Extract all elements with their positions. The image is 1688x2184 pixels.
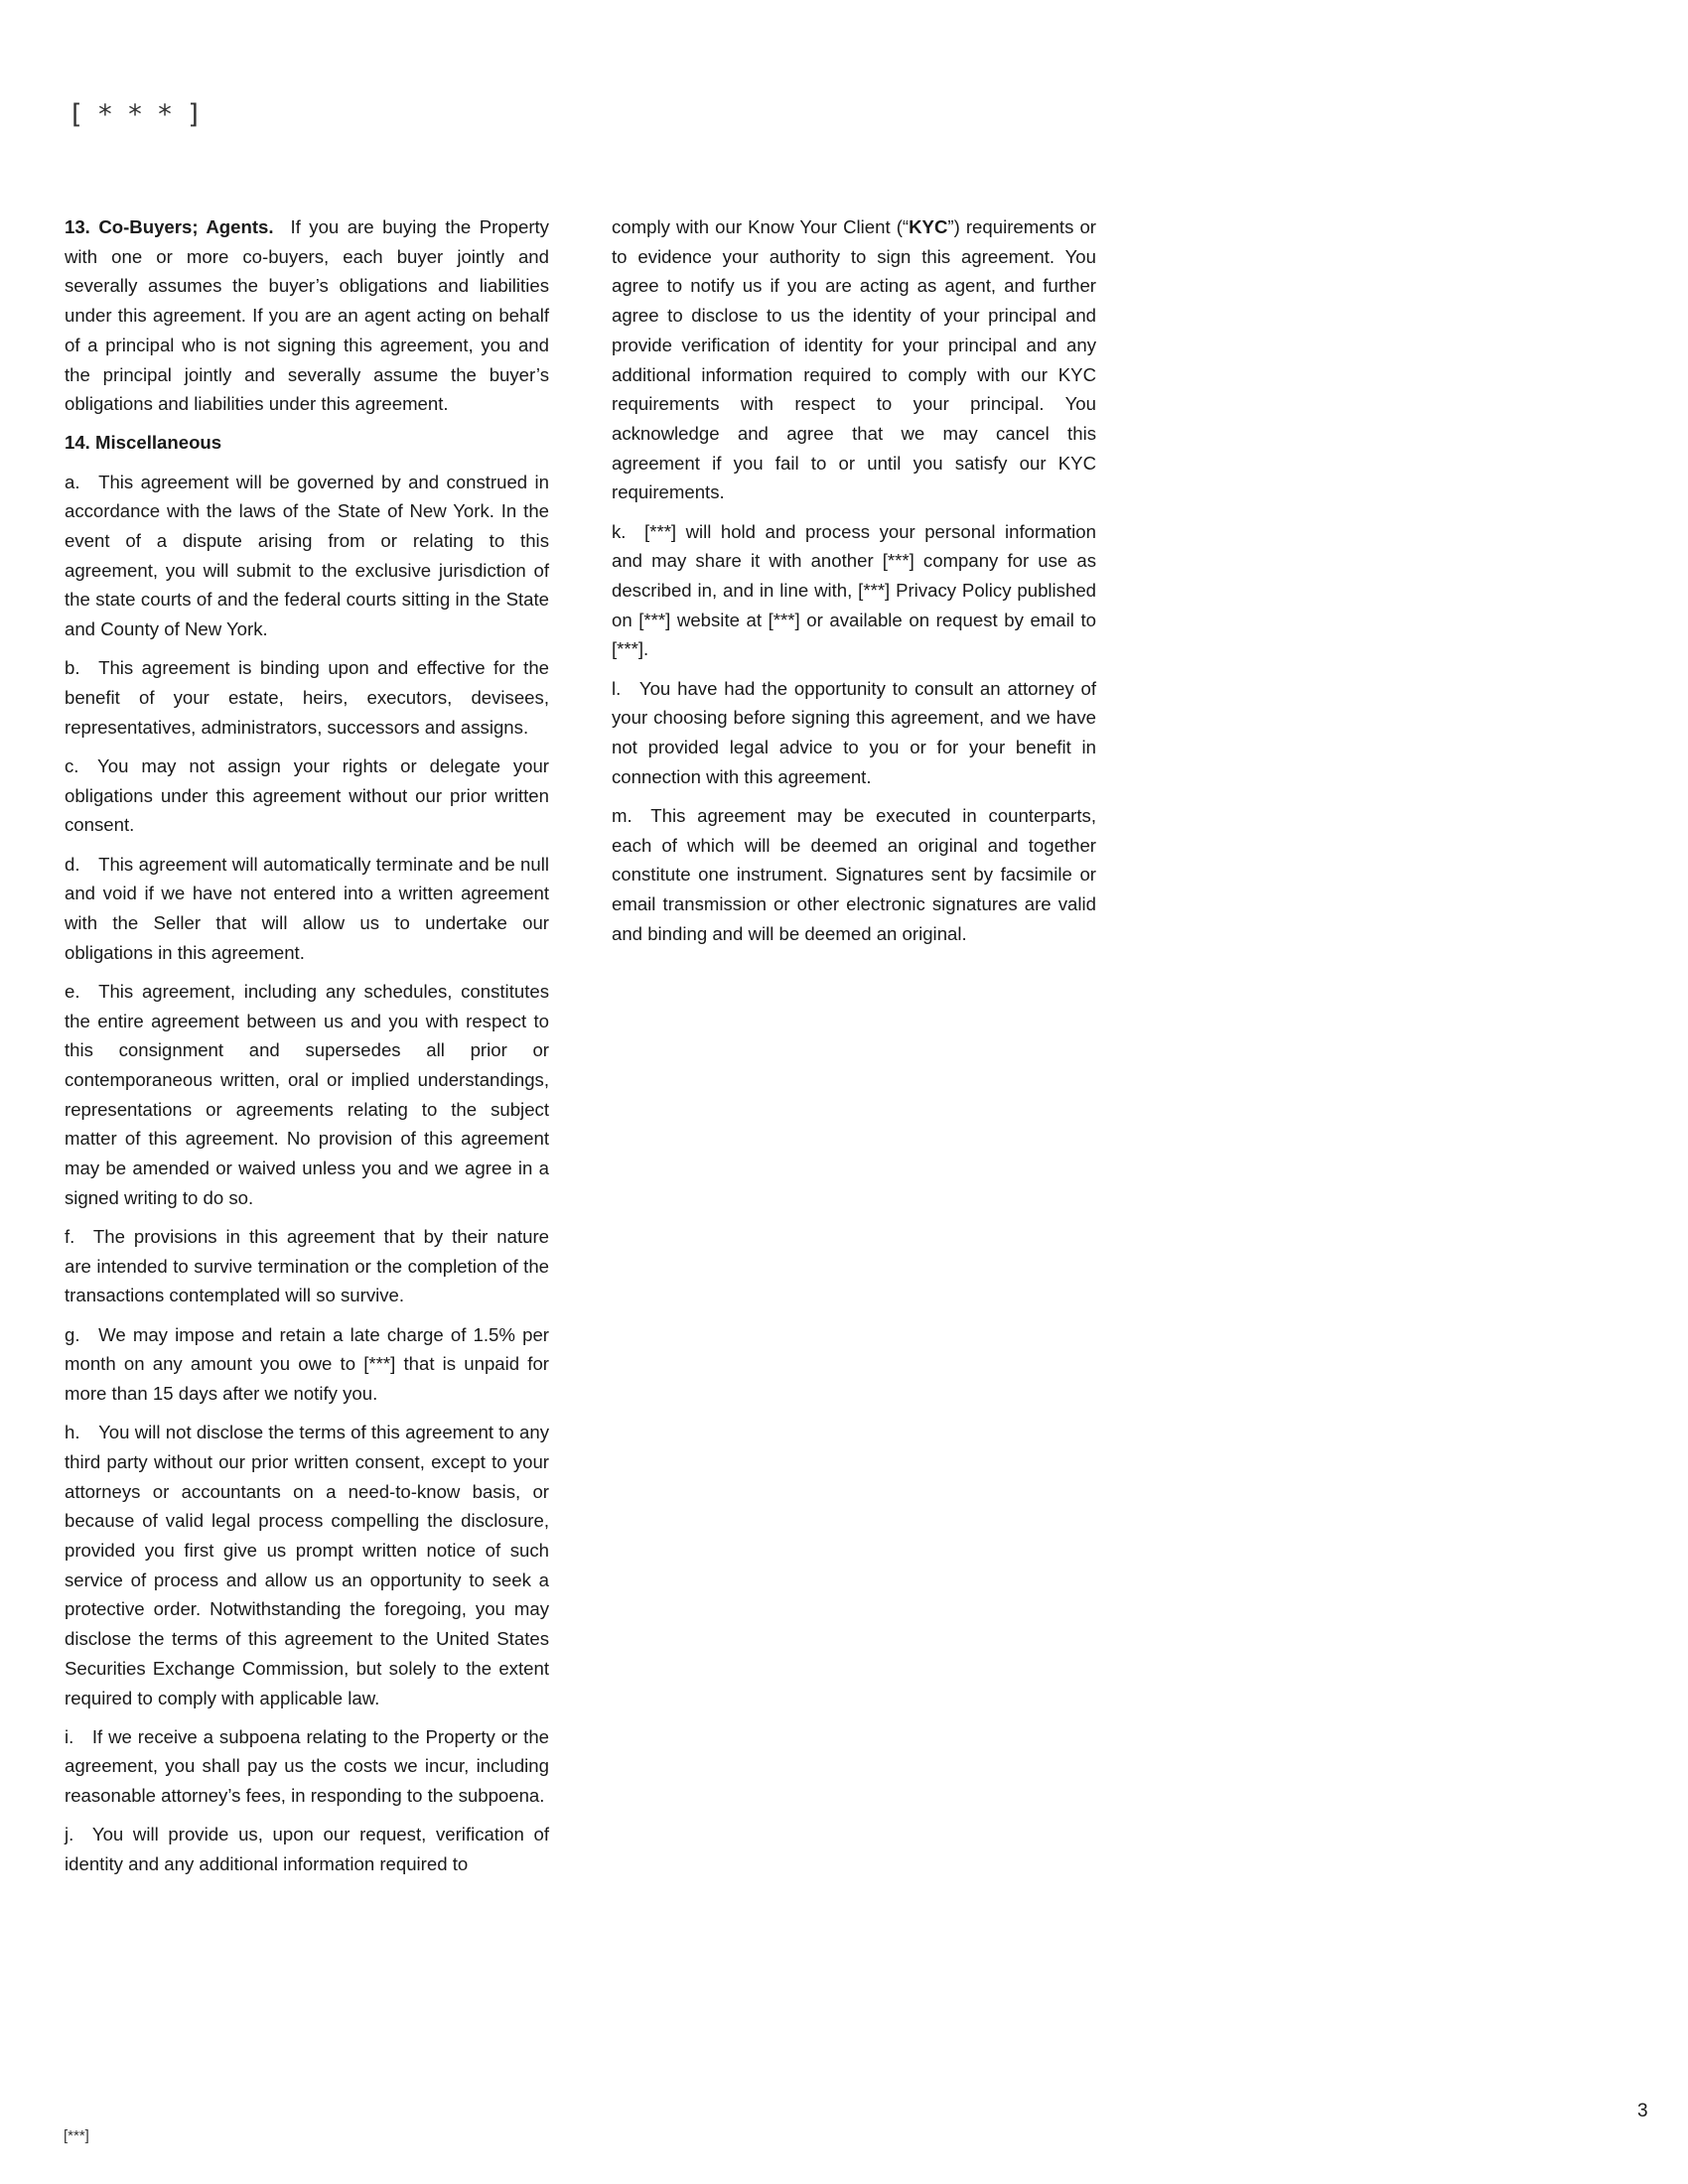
section-14-heading: 14. Miscellaneous: [65, 432, 222, 454]
kyc-term: KYC: [909, 216, 948, 237]
section-13-paragraph: [65, 212, 549, 419]
clause-j-text-post: ”) requirements or to evidence your authority to sign this agreement. You agree to notify us if you are acting as agent, and further agree to disclose to us the identity of your principal and provide verification of identity for your principal and any additional information required to comply with our KYC requirements with respect to your principal. You acknowledge and agree that we may cancel this agreement if you fail to or until you satisfy our KYC requirements.: [612, 216, 1097, 503]
section-13-heading: 13. Co-Buyers; Agents.: [65, 216, 274, 237]
right-column: [612, 212, 1096, 958]
section-13-body: If you are buying the Property with one or more co-buyers, each buyer jointly and severally assumes the buyer’s obligations and liabilities under this agreement. If you are an agent acting on behalf of a principal who is not signing this agreement, you and the principal jointly and severally assume the buyer’s obligations and liabilities under this agreement.: [65, 216, 549, 415]
clause-a: a. This agreement will be governed by and construed in accordance with the laws of the State of New York. In the event of a dispute arising from or relating to this agreement, you will submit to the exclusive jurisdiction of the state courts of and the federal courts sitting in the State and County of New York.: [65, 471, 549, 640]
clause-e: e. This agreement, including any schedules, constitutes the entire agreement between us and you with respect to this consignment and supersedes all prior or contemporaneous written, oral or implied understandings, representations or agreements relating to the subject matter of this agreement. No provision of this agreement may be amended or waived unless you and we agree in a signed writing to do so.: [65, 980, 549, 1208]
clause-j-start: j. You will provide us, upon our request, verification of identity and any additional information required to: [65, 1824, 549, 1875]
clause-d: d. This agreement will automatically terminate and be null and void if we have not entered into a written agreement with the Seller that will allow us to undertake our obligations in this agreement.: [65, 853, 549, 963]
clause-f: f. The provisions in this agreement that by their nature are intended to survive termination or the completion of the transactions contemplated will so survive.: [65, 1226, 549, 1306]
redacted-header-mark: [ * * * ]: [71, 99, 203, 130]
clause-m: m. This agreement may be executed in counterparts, each of which will be deemed an original and together constitute one instrument. Signatures sent by facsimile or email transmission or other electronic signatures are valid and binding and will be deemed an original.: [612, 804, 1096, 944]
clause-b: b. This agreement is binding upon and effective for the benefit of your estate, heirs, executors, devisees, representatives, administrators, successors and assigns.: [65, 657, 549, 738]
clause-j-continued: [612, 212, 1096, 507]
footer-redacted-code: [***]: [64, 2127, 89, 2144]
clause-c: c. You may not assign your rights or delegate your obligations under this agreement without our prior written consent.: [65, 754, 549, 836]
clause-g: g. We may impose and retain a late charge of 1.5% per month on any amount you owe to [***] that is unpaid for more than 15 days after we notify you.: [65, 1323, 549, 1405]
clause-h: h. You will not disclose the terms of this agreement to any third party without our prior written consent, except to your attorneys or accountants on a need-to-know basis, or because of valid legal process compelling the disclosure, provided you first give us prompt written notice of such service of process and allow us an opportunity to seek a protective order. Notwithstanding the foregoing, you may disclose the terms of this agreement to the United States Securities Exchange Commission, but solely to the extent required to comply with applicable law.: [65, 1422, 549, 1708]
clause-k: k. [***] will hold and process your personal information and may share it with another [***] company for use as described in, and in line with, [***] Privacy Policy published on [***] website at [***] or available on request by email to [***].: [612, 520, 1096, 660]
clause-j-text-pre: comply with our Know Your Client (“: [612, 216, 910, 237]
clause-i: i. If we receive a subpoena relating to the Property or the agreement, you shall pay us the costs we incur, including reasonable attorney’s fees, in responding to the subpoena.: [65, 1725, 549, 1807]
page-number: 3: [1637, 2101, 1648, 2121]
left-column: [65, 212, 549, 1888]
clause-l: l. You have had the opportunity to consult an attorney of your choosing before signing this agreement, and we have not provided legal advice to you or for your benefit in connection with this agreement.: [612, 677, 1096, 787]
